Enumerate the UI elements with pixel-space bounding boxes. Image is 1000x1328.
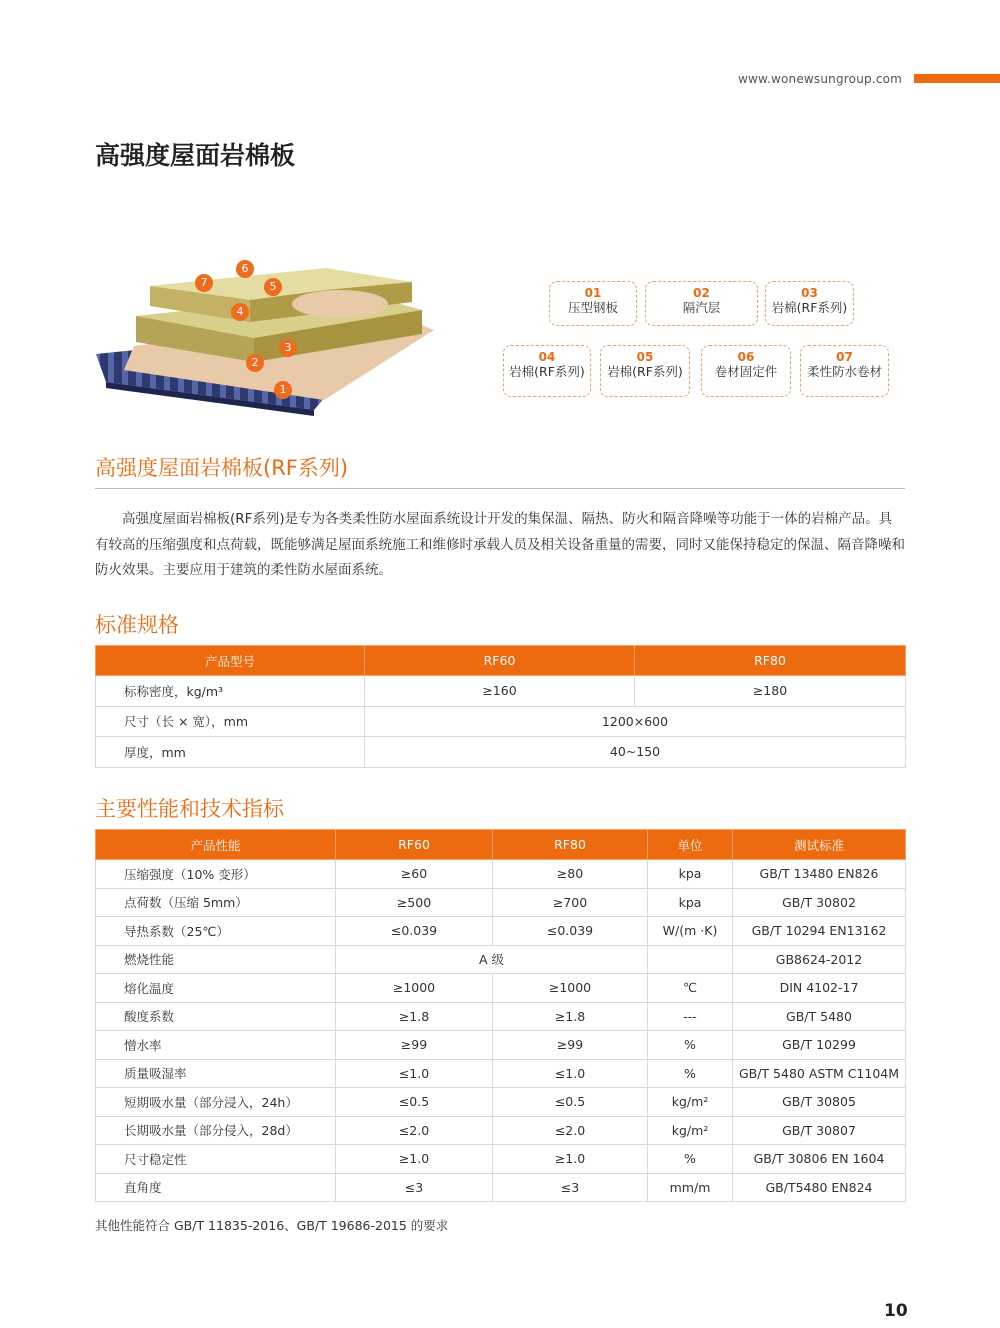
perf-unit: mm/m xyxy=(648,1173,733,1202)
perf-property: 长期吸水量（部分侵入，28d） xyxy=(96,1116,336,1145)
perf-rf60: ≥500 xyxy=(336,888,493,917)
perf-rf60: ≥99 xyxy=(336,1031,493,1060)
spec-label: 标称密度，kg/m³ xyxy=(96,676,365,707)
spec-header-model: 产品型号 xyxy=(96,646,365,676)
spec-value-rf60: ≥160 xyxy=(365,676,635,707)
perf-standard: GB8624-2012 xyxy=(733,945,906,974)
page-title: 高强度屋面岩棉板 xyxy=(95,141,296,170)
spec-value: 40~150 xyxy=(365,737,906,768)
perf-unit: kpa xyxy=(648,888,733,917)
legend-item-05: 05 岩棉(RF系列) xyxy=(600,345,690,397)
section-divider xyxy=(95,488,905,489)
spec-label: 尺寸（长 × 宽），mm xyxy=(96,706,365,737)
spec-value: 1200×600 xyxy=(365,706,906,737)
table-row xyxy=(96,1002,906,1031)
perf-rf60: ≤0.039 xyxy=(336,917,493,946)
perf-unit: W/(m ·K) xyxy=(648,917,733,946)
callout-6: 6 xyxy=(236,260,254,278)
perf-property: 尺寸稳定性 xyxy=(96,1145,336,1174)
header-accent-bar xyxy=(914,74,1000,83)
performance-table xyxy=(95,829,906,1202)
perf-header-rf60: RF60 xyxy=(336,830,493,860)
perf-property: 压缩强度（10% 变形） xyxy=(96,860,336,889)
perf-rf80: ≤1.0 xyxy=(493,1059,648,1088)
perf-property: 酸度系数 xyxy=(96,1002,336,1031)
spec-label: 厚度，mm xyxy=(96,737,365,768)
table-row xyxy=(96,1116,906,1145)
perf-rf80: ≤0.039 xyxy=(493,917,648,946)
perf-standard: GB/T 30805 xyxy=(733,1088,906,1117)
table-row xyxy=(96,860,906,889)
perf-standard: GB/T 5480 xyxy=(733,1002,906,1031)
perf-rf60: ≤1.0 xyxy=(336,1059,493,1088)
page-number: 10 xyxy=(884,1301,908,1321)
perf-property: 熔化温度 xyxy=(96,974,336,1003)
perf-rf80: ≥1000 xyxy=(493,974,648,1003)
perf-standard: GB/T 13480 EN826 xyxy=(733,860,906,889)
table-row xyxy=(96,1173,906,1202)
section-title-performance: 主要性能和技术指标 xyxy=(95,797,284,821)
table-row xyxy=(96,917,906,946)
section-title-specs: 标准规格 xyxy=(95,613,179,637)
spec-header-rf80: RF80 xyxy=(635,646,906,676)
perf-property: 点荷数（压缩 5mm） xyxy=(96,888,336,917)
legend-item-02: 02 隔汽层 xyxy=(645,281,758,326)
roof-layer-illustration xyxy=(94,250,454,420)
callout-7: 7 xyxy=(195,274,213,292)
legend-item-07: 07 柔性防水卷材 xyxy=(800,345,889,397)
table-row xyxy=(96,1145,906,1174)
table-row xyxy=(96,945,906,974)
perf-property: 质量吸湿率 xyxy=(96,1059,336,1088)
spec-table xyxy=(95,645,906,768)
perf-rf80: ≤3 xyxy=(493,1173,648,1202)
footnote: 其他性能符合 GB/T 11835-2016、GB/T 19686-2015 的要求 xyxy=(95,1218,449,1233)
perf-rf60: ≤0.5 xyxy=(336,1088,493,1117)
perf-unit: % xyxy=(648,1031,733,1060)
perf-property: 燃烧性能 xyxy=(96,945,336,974)
table-row xyxy=(96,888,906,917)
perf-standard: GB/T 30802 xyxy=(733,888,906,917)
table-row xyxy=(96,676,906,707)
legend-item-04: 04 岩棉(RF系列) xyxy=(503,345,591,397)
perf-rf80: ≤0.5 xyxy=(493,1088,648,1117)
perf-rf80: ≥1.8 xyxy=(493,1002,648,1031)
perf-rf60: ≤2.0 xyxy=(336,1116,493,1145)
perf-standard: DIN 4102-17 xyxy=(733,974,906,1003)
perf-rf60: ≥60 xyxy=(336,860,493,889)
table-row xyxy=(96,706,906,737)
table-row xyxy=(96,974,906,1003)
perf-property: 短期吸水量（部分浸入，24h） xyxy=(96,1088,336,1117)
callout-5: 5 xyxy=(264,278,282,296)
table-row xyxy=(96,1031,906,1060)
perf-rf60: ≤3 xyxy=(336,1173,493,1202)
perf-header-standard: 测试标准 xyxy=(733,830,906,860)
perf-rf80: ≥1.0 xyxy=(493,1145,648,1174)
perf-property: 憎水率 xyxy=(96,1031,336,1060)
perf-unit: kg/m² xyxy=(648,1116,733,1145)
perf-unit: kpa xyxy=(648,860,733,889)
callout-2: 2 xyxy=(246,354,264,372)
perf-rf60: ≥1000 xyxy=(336,974,493,1003)
perf-rf80: ≥700 xyxy=(493,888,648,917)
perf-unit: % xyxy=(648,1059,733,1088)
site-url[interactable]: www.wonewsungroup.com xyxy=(738,72,903,86)
perf-rf80: ≥80 xyxy=(493,860,648,889)
perf-rf80: ≤2.0 xyxy=(493,1116,648,1145)
spec-header-rf60: RF60 xyxy=(365,646,635,676)
perf-standard: GB/T 5480 ASTM C1104M xyxy=(733,1059,906,1088)
legend-item-03: 03 岩棉(RF系列) xyxy=(765,281,854,326)
perf-header-unit: 单位 xyxy=(648,830,733,860)
perf-standard: GB/T 10294 EN13162 xyxy=(733,917,906,946)
perf-header-rf80: RF80 xyxy=(493,830,648,860)
perf-rf80: ≥99 xyxy=(493,1031,648,1060)
perf-standard: GB/T5480 EN824 xyxy=(733,1173,906,1202)
perf-rf60: ≥1.0 xyxy=(336,1145,493,1174)
perf-standard: GB/T 10299 xyxy=(733,1031,906,1060)
callout-3: 3 xyxy=(279,339,297,357)
perf-property: 直角度 xyxy=(96,1173,336,1202)
section-title-product: 高强度屋面岩棉板(RF系列) xyxy=(95,456,349,480)
table-row xyxy=(96,737,906,768)
perf-header-property: 产品性能 xyxy=(96,830,336,860)
perf-unit: ℃ xyxy=(648,974,733,1003)
table-row xyxy=(96,1088,906,1117)
perf-unit: kg/m² xyxy=(648,1088,733,1117)
perf-rf60: ≥1.8 xyxy=(336,1002,493,1031)
perf-unit: --- xyxy=(648,1002,733,1031)
callout-4: 4 xyxy=(231,303,249,321)
perf-standard: GB/T 30806 EN 1604 xyxy=(733,1145,906,1174)
perf-standard: GB/T 30807 xyxy=(733,1116,906,1145)
table-row xyxy=(96,1059,906,1088)
perf-unit: % xyxy=(648,1145,733,1174)
perf-merged-value: A 级 xyxy=(336,945,648,974)
roof-layer-diagram xyxy=(94,250,454,420)
legend-item-01: 01 压型钢板 xyxy=(549,281,637,326)
product-description: 高强度屋面岩棉板(RF系列)是专为各类柔性防水屋面系统设计开发的集保温、隔热、防火和隔音降噪等功能于一体的岩棉产品。具有较高的压缩强度和点荷载，既能够满足屋面系统施工和维修时承载人员及相关设备重量的需要，同时又能保持稳定的保温、隔音降噪和防火效果。主要应用于建筑的柔性防水屋面系统。 xyxy=(95,511,905,578)
perf-unit xyxy=(648,945,733,974)
spec-value-rf80: ≥180 xyxy=(635,676,906,707)
legend-item-06: 06 卷材固定件 xyxy=(701,345,791,397)
callout-1: 1 xyxy=(274,381,292,399)
perf-property: 导热系数（25℃） xyxy=(96,917,336,946)
